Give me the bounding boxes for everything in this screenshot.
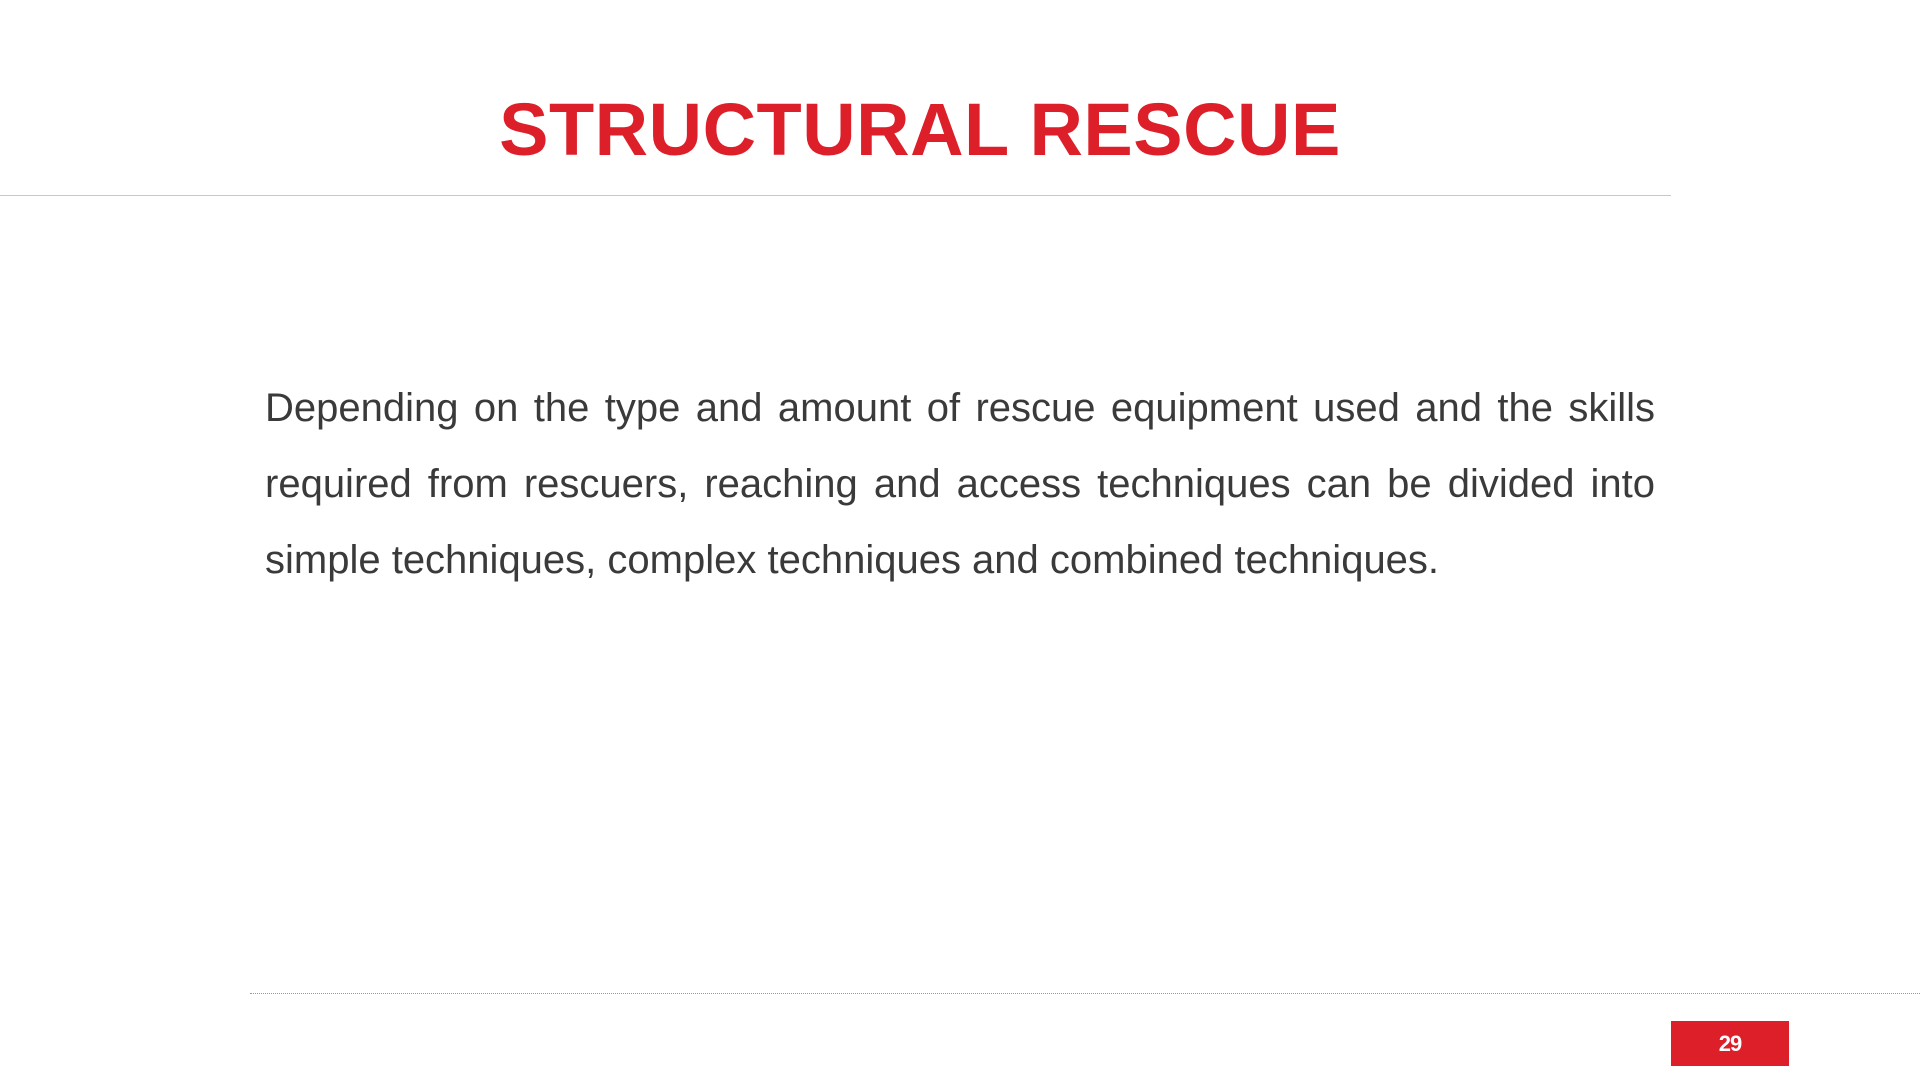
body-paragraph: Depending on the type and amount of rescue equipment used and the skills required from rescuers, reaching and access techniques can be divided into simple techniques, complex techniques and combined techniques. — [265, 386, 1655, 582]
page-number: 29 — [1718, 1030, 1742, 1056]
page-number-badge — [1671, 1021, 1789, 1066]
title-divider — [0, 195, 1671, 196]
footer-divider — [250, 993, 1920, 994]
slide-title: STRUCTURAL RESCUE — [499, 88, 1341, 171]
